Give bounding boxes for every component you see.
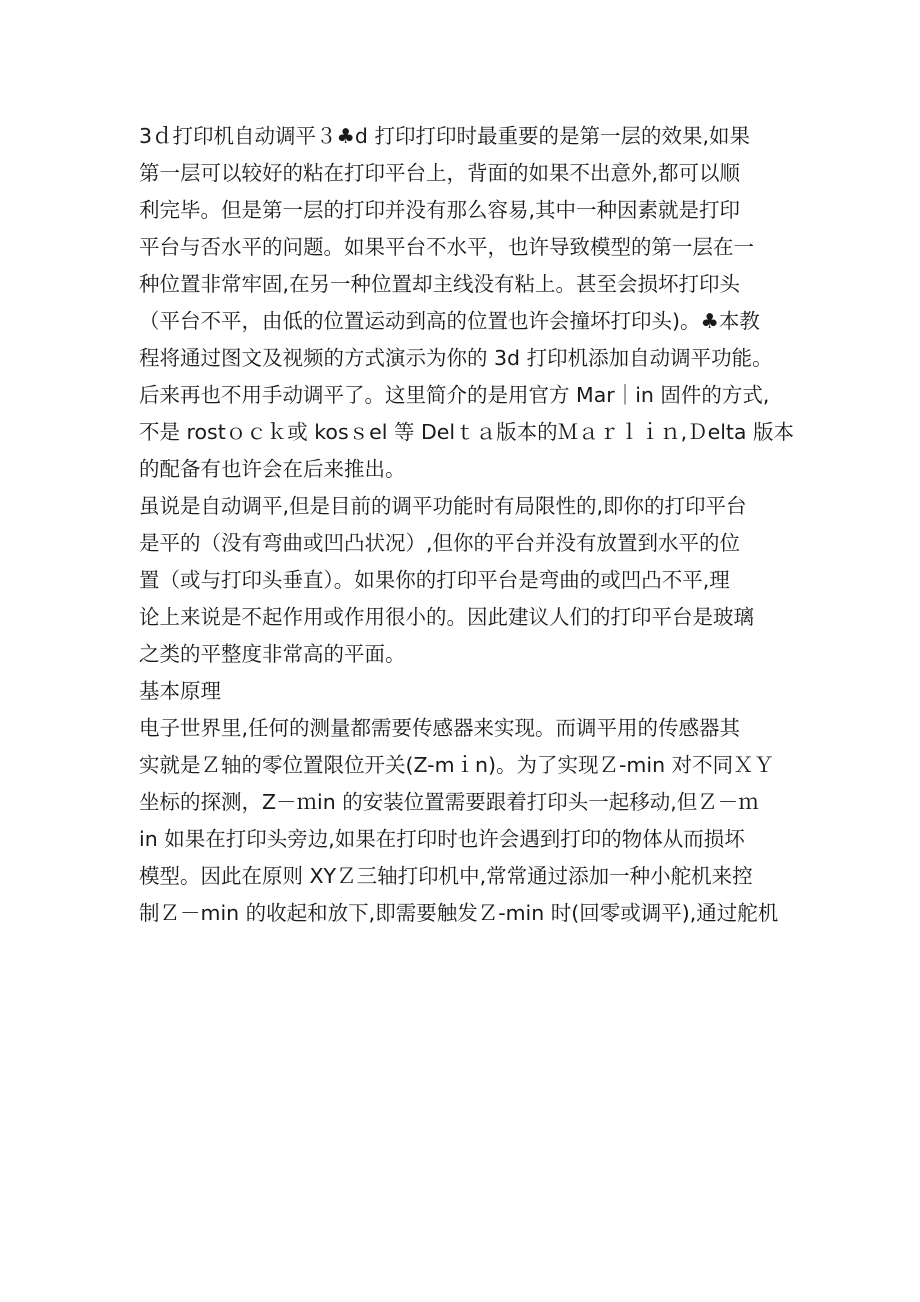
text-line: 3ｄ打印机自动调平３♣d 打印打印时最重要的是第一层的效果,如果 [139, 124, 750, 148]
text-line: 模型。因此在原则 XYＺ三轴打印机中,常常通过添加一种小舵机来控 [139, 864, 753, 888]
text-line: 制Ｚ－min 的收起和放下,即需要触发Ｚ-min 时(回零或调平),通过舵机 [139, 901, 779, 925]
text-line: 虽说是自动调平,但是目前的调平功能时有局限性的,即你的打印平台 [139, 494, 747, 518]
text-line: 的配备有也许会在后来推出。 [139, 457, 406, 481]
text-line: 平台与否水平的问题。如果平台不水平，也许导致模型的第一层在一 [139, 235, 754, 259]
text-line: 坐标的探测，Z－ｍin 的安装位置需要跟着打印头一起移动,但Ｚ－ｍ [139, 790, 759, 814]
text-line: 实就是Ｚ轴的零位置限位开关(Z-mｉn)。为了实现Ｚ-min 对不同ＸＹ [139, 753, 775, 777]
text-line: 之类的平整度非常高的平面。 [139, 642, 406, 666]
text-line: 不是 rostｏｃｋ或 kosｓel 等 Delｔａ版本的Ｍａｒｌｉｎ,Ｄelta 版本 [139, 420, 795, 444]
text-line: 电子世界里,任何的测量都需要传感器来实现。而调平用的传感器其 [139, 716, 741, 740]
section-heading: 基本原理 [139, 679, 221, 703]
document-body [139, 118, 795, 932]
text-line: 后来再也不用手动调平了。这里简介的是用官方 Mar｜in 固件的方式, [139, 383, 770, 407]
text-line: 第一层可以较好的粘在打印平台上，背面的如果不出意外,都可以顺 [139, 161, 741, 185]
text-line: （平台不平，由低的位置运动到高的位置也许会撞坏打印头)。♣本教 [139, 309, 760, 333]
text-line: in 如果在打印头旁边,如果在打印时也许会遇到打印的物体从而损坏 [139, 827, 745, 851]
text-line: 种位置非常牢固,在另一种位置却主线没有粘上。甚至会损坏打印头 [139, 272, 741, 296]
text-line: 利完毕。但是第一层的打印并没有那么容易,其中一种因素就是打印 [139, 198, 741, 222]
text-line: 是平的（没有弯曲或凹凸状况）,但你的平台并没有放置到水平的位 [139, 531, 741, 555]
text-line: 论上来说是不起作用或作用很小的。因此建议人们的打印平台是玻璃 [139, 605, 754, 629]
text-line: 置（或与打印头垂直）。如果你的打印平台是弯曲的或凹凸不平,理 [139, 568, 730, 592]
text-line: 程将通过图文及视频的方式演示为你的 3d 打印机添加自动调平功能。 [139, 346, 773, 370]
